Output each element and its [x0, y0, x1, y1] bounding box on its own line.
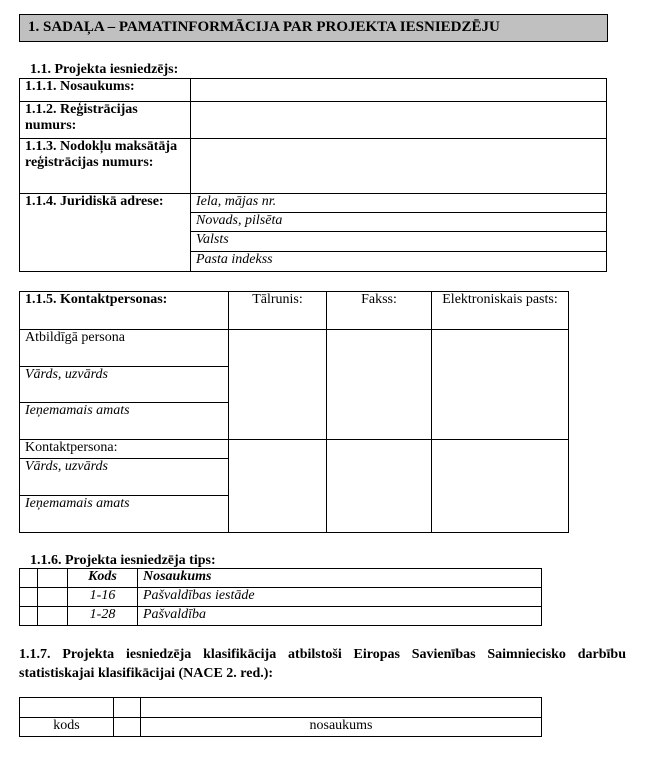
type-check-cell[interactable]	[38, 607, 68, 626]
fax-header: Fakss:	[327, 292, 432, 330]
nace-code-label: kods	[20, 718, 114, 737]
responsible-email-field[interactable]	[432, 330, 569, 440]
type-check-cell[interactable]	[20, 569, 38, 588]
tax-number-field[interactable]	[191, 139, 607, 194]
type-name-header: Nosaukums	[138, 569, 542, 588]
phone-header: Tālrunis:	[229, 292, 327, 330]
nace-code-field[interactable]	[20, 698, 114, 718]
responsible-name-field[interactable]: Vārds, uzvārds	[20, 367, 229, 403]
reg-number-label: 1.1.2. Reģistrācijas numurs:	[20, 102, 191, 139]
email-header: Elektroniskais pasts:	[432, 292, 569, 330]
type-code: 1-28	[68, 607, 138, 626]
contact-email-field[interactable]	[432, 440, 569, 533]
contact-name-field[interactable]: Vārds, uzvārds	[20, 459, 229, 496]
nace-empty-cell	[114, 718, 141, 737]
reg-number-field[interactable]	[191, 102, 607, 139]
tax-number-label: 1.1.3. Nodokļu maksātāja reģistrācijas numurs:	[20, 139, 191, 194]
type-code: 1-16	[68, 588, 138, 607]
section-title: 1. SADAĻA – PAMATINFORMĀCIJA PAR PROJEKTA IESNIEDZĒJU	[19, 14, 608, 42]
address-street-field[interactable]: Iela, mājas nr.	[191, 194, 607, 213]
responsible-position-field[interactable]: Ieņemamais amats	[20, 403, 229, 440]
type-name: Pašvaldības iestāde	[138, 588, 542, 607]
nace-table	[19, 697, 542, 737]
type-code-header: Kods	[68, 569, 138, 588]
address-label: 1.1.4. Juridiskā adrese:	[20, 194, 191, 272]
contacts-table	[19, 291, 569, 533]
contact-phone-field[interactable]	[229, 440, 327, 533]
responsible-phone-field[interactable]	[229, 330, 327, 440]
contacts-header: 1.1.5. Kontaktpersonas:	[20, 292, 229, 330]
type-check-cell[interactable]	[38, 588, 68, 607]
address-postcode-field[interactable]: Pasta indekss	[191, 252, 607, 272]
type-name: Pašvaldība	[138, 607, 542, 626]
nace-check-field[interactable]	[114, 698, 141, 718]
contact-position-field[interactable]: Ieņemamais amats	[20, 496, 229, 533]
type-check-cell[interactable]	[20, 588, 38, 607]
type-heading: 1.1.6. Projekta iesniedzēja tips:	[30, 553, 216, 568]
contact-fax-field[interactable]	[327, 440, 432, 533]
address-city-field[interactable]: Novads, pilsēta	[191, 213, 607, 232]
responsible-fax-field[interactable]	[327, 330, 432, 440]
type-table	[19, 568, 542, 626]
type-check-cell[interactable]	[38, 569, 68, 588]
nace-name-field[interactable]	[141, 698, 542, 718]
responsible-person-label: Atbildīgā persona	[20, 330, 229, 367]
nace-paragraph: 1.1.7. Projekta iesniedzēja klasifikācija atbilstoši Eiropas Savienības Saimniecisko darbību statistiskajai klasifikācijai (NACE 2. red.):	[19, 647, 626, 681]
contact-person-label: Kontaktpersona:	[20, 440, 229, 459]
applicant-table	[19, 78, 607, 272]
type-check-cell[interactable]	[20, 607, 38, 626]
applicant-heading: 1.1. Projekta iesniedzējs:	[30, 62, 179, 77]
name-label: 1.1.1. Nosaukums:	[20, 79, 191, 102]
address-country-field[interactable]: Valsts	[191, 232, 607, 252]
nace-name-label: nosaukums	[141, 718, 542, 737]
name-field[interactable]	[191, 79, 607, 102]
